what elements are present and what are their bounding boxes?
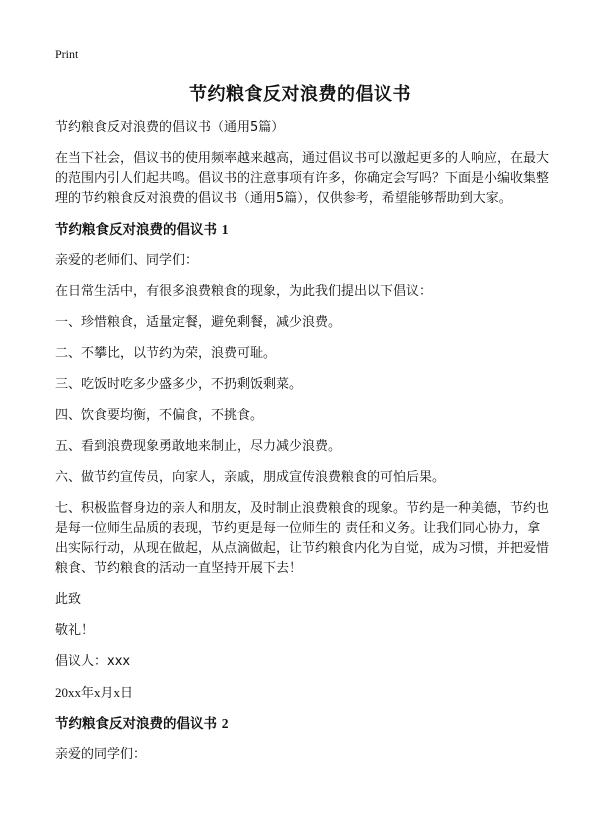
intro-paragraph: 在当下社会，倡议书的使用频率越来越高，通过倡议书可以激起更多的人响应，在最大的范围内引人们起共鸣。倡议书的注意事项有许多，你确定会写吗？下面是小编收集整理的节约粮食反对浪费的倡议书（通用5篇），仅供参考，希望能够帮助到大家。 xyxy=(55,151,550,206)
proposal-item: 一、珍惜粮食，适量定餐，避免剩餐，减少浪费。 xyxy=(55,315,342,330)
section-heading-1 xyxy=(55,220,550,240)
greeting: 亲爱的同学们： xyxy=(55,747,147,762)
document-body xyxy=(55,118,550,776)
section-heading-text: 节约粮食反对浪费的倡议书 xyxy=(55,222,217,238)
print-link[interactable]: Print xyxy=(55,47,79,61)
document-subtitle: 节约粮食反对浪费的倡议书（通用5篇） xyxy=(55,120,285,135)
date: 20xx年x月x日 xyxy=(55,685,134,700)
lead-paragraph: 在日常生活中，有很多浪费粮食的现象，为此我们提出以下倡议： xyxy=(55,284,433,299)
section-heading-number: 1 xyxy=(221,222,229,237)
proposal-item: 二、不攀比，以节约为荣，浪费可耻。 xyxy=(55,346,277,361)
page-title: 节约粮食反对浪费的倡议书 xyxy=(189,84,411,105)
closing-line: 此致 xyxy=(55,592,82,607)
proposal-item: 五、看到浪费现象勇敢地来制止，尽力减少浪费。 xyxy=(55,439,342,454)
section-heading-text: 节约粮食反对浪费的倡议书 xyxy=(55,716,217,732)
proposal-item: 四、饮食要均衡，不偏食，不挑食。 xyxy=(55,408,264,423)
closing-salute: 敬礼！ xyxy=(55,623,95,638)
proposal-item: 六、做节约宣传员，向家人，亲戚，朋成宣传浪费粮食的可怕后果。 xyxy=(55,470,446,485)
signer: 倡议人：xxx xyxy=(55,654,131,669)
section-heading-2 xyxy=(55,714,550,734)
proposal-item: 三、吃饭时吃多少盛多少，不扔剩饭剩菜。 xyxy=(55,377,303,392)
proposal-item: 七、积极监督身边的亲人和朋友，及时制止浪费粮食的现象。节约是一种美德，节约也是每一位师生品质的表现，节约更是每一位师生的 责任和义务。让我们同心协力，拿出实际行动，从现在做起，从点滴做起，让节约粮食内化为自觉，成为习惯，并把爱惜粮食、节约粮食的活动一直坚持开展下去！ xyxy=(55,501,550,576)
section-heading-number: 2 xyxy=(221,716,229,731)
greeting: 亲爱的老师们、同学们： xyxy=(55,253,199,268)
